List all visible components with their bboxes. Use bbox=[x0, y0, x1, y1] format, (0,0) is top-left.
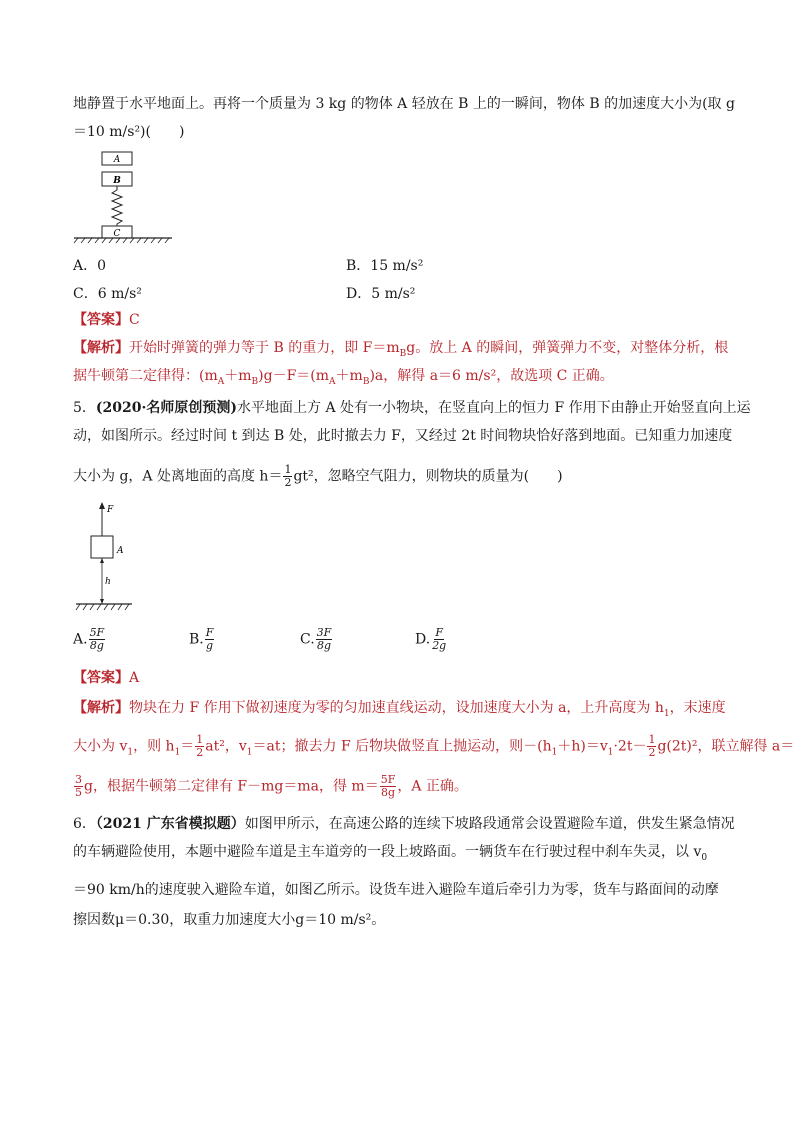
fraction-num: 3 bbox=[75, 773, 82, 786]
analysis-text: ＝at；撤去力 F 后物块做竖直上抛运动，则－(h bbox=[252, 738, 552, 755]
ground-hatch bbox=[76, 604, 129, 610]
stem-text: 水平地面上方 A 处有一小物块，在竖直向上的恒力 F 作用下由静止开始竖直向上运 bbox=[237, 400, 751, 416]
fraction bbox=[380, 774, 397, 799]
sub: 1 bbox=[246, 747, 253, 758]
option-label: D. bbox=[415, 631, 431, 648]
q6-stem-line2 bbox=[73, 842, 723, 862]
block-label: A bbox=[117, 546, 124, 556]
spring bbox=[112, 186, 122, 226]
analysis-text: 据牛顿第二定律得：(m bbox=[73, 368, 218, 384]
analysis-text: 开始时弹簧的弹力等于 B 的重力，即 F＝m bbox=[129, 340, 400, 356]
analysis-text: ，末速度 bbox=[669, 700, 726, 716]
answer-tag: 【答案】 bbox=[73, 312, 129, 328]
analysis-tag: 【解析】 bbox=[73, 700, 129, 716]
option-label: C． bbox=[73, 286, 98, 302]
fraction bbox=[195, 734, 204, 759]
question-source: (2020·名师原创预测) bbox=[95, 400, 238, 416]
fraction-num: 5F bbox=[89, 626, 105, 639]
option-fraction bbox=[205, 627, 215, 652]
block-b-label: B bbox=[113, 176, 121, 186]
analysis-text: ＝ bbox=[180, 738, 195, 755]
answer-tag: 【答案】 bbox=[73, 670, 129, 686]
sub: 1 bbox=[551, 747, 558, 758]
option-value: 15 m/s² bbox=[370, 258, 424, 274]
block bbox=[91, 536, 113, 558]
q5-stem-line3 bbox=[73, 464, 723, 489]
height-label: h bbox=[105, 577, 111, 587]
sub: A bbox=[329, 376, 336, 387]
option-value: 5 m/s² bbox=[371, 286, 416, 302]
q6-stem-line1 bbox=[73, 814, 735, 834]
fraction-num: 1 bbox=[284, 463, 292, 476]
fraction-num: 5F bbox=[380, 773, 396, 786]
fraction-den: 2 bbox=[648, 746, 656, 759]
fraction-den: 8g bbox=[381, 786, 396, 799]
height-arrow-top bbox=[100, 558, 104, 563]
question-number: 6． bbox=[73, 816, 96, 832]
q5-analysis-line2 bbox=[73, 733, 794, 759]
analysis-text: 物块在力 F 作用下做初速度为零的匀加速直线运动，设加速度大小为 a，上升高度为 h bbox=[129, 700, 664, 716]
analysis-text: )a，解得 a＝6 m/s²，故选项 C 正确。 bbox=[369, 368, 614, 384]
option-label: B． bbox=[346, 258, 371, 274]
q4-option-d bbox=[346, 284, 415, 304]
fraction bbox=[647, 734, 656, 759]
sub: A bbox=[217, 376, 225, 387]
q4-stem-line2: ＝10 m/s²)( ) bbox=[73, 124, 185, 140]
analysis-text: ＋m bbox=[335, 368, 363, 384]
q5-answer bbox=[73, 668, 723, 688]
q5-option-b bbox=[189, 627, 215, 652]
fraction-num: 3F bbox=[316, 626, 332, 639]
analysis-text: ，则 h bbox=[133, 738, 175, 755]
fraction-num: 1 bbox=[648, 733, 656, 746]
analysis-text: g。放上 A 的瞬间，弹簧弹力不变，对整体分析，根 bbox=[406, 340, 729, 356]
q4-analysis-line2 bbox=[73, 366, 723, 386]
analysis-text: g，根据牛顿第二定律有 F－mg＝ma，得 m＝ bbox=[84, 778, 379, 795]
q5-option-a bbox=[73, 627, 106, 652]
block-c-label: C bbox=[113, 229, 121, 239]
option-fraction bbox=[89, 627, 106, 652]
q5-analysis-line3 bbox=[73, 774, 723, 799]
q4-stem-line1: 地静置于水平地面上。再将一个质量为 3 kg 的物体 A 轻放在 B 上的一瞬间，物体 B 的加速度大小为(取 g bbox=[73, 96, 735, 112]
fraction-num: 1 bbox=[196, 733, 204, 746]
question-number: 5． bbox=[73, 400, 96, 416]
analysis-text: g(2t)²，联立解得 a＝ bbox=[657, 738, 794, 755]
fraction-den: g bbox=[206, 639, 214, 652]
fraction-num: F bbox=[435, 626, 444, 639]
sub: 1 bbox=[127, 747, 134, 758]
ground-hatch bbox=[74, 238, 169, 243]
option-fraction bbox=[316, 627, 333, 652]
answer-value: A bbox=[129, 670, 140, 686]
q4-spring-figure bbox=[72, 148, 182, 244]
fraction-den: 2 bbox=[284, 476, 292, 489]
analysis-text: ，A 正确。 bbox=[397, 778, 468, 795]
stem-text: gt²，忽略空气阻力，则物块的质量为( ) bbox=[293, 468, 563, 485]
analysis-text: ·2t－ bbox=[613, 738, 647, 755]
q4-option-a bbox=[73, 256, 106, 276]
height-arrow-bottom bbox=[100, 599, 104, 604]
q5-force-figure bbox=[72, 500, 152, 618]
stem-text: 如图甲所示，在高速公路的连续下坡路段通常会设置避险车道，供发生紧急情况 bbox=[244, 816, 735, 832]
stem-text: 大小为 g，A 处离地面的高度 h＝ bbox=[73, 468, 283, 485]
q4-option-c bbox=[73, 284, 142, 304]
option-value: 0 bbox=[97, 258, 107, 274]
analysis-text: 大小为 v bbox=[73, 738, 128, 755]
fraction-num: F bbox=[205, 626, 214, 639]
stem-text: 的车辆避险使用，本题中避险车道是主车道旁的一段上坡路面。一辆货车在行驶过程中刹车失灵，以 v bbox=[73, 844, 702, 860]
q5-analysis-line1 bbox=[73, 698, 726, 719]
q6-stem-line3: ＝90 km/h的速度驶入避险车道，如图乙所示。设货车进入避险车道后牵引力为零，货车与路面间的动摩 bbox=[73, 882, 719, 898]
analysis-tag: 【解析】 bbox=[73, 340, 129, 356]
option-label: D． bbox=[346, 286, 372, 302]
q5-option-c bbox=[300, 627, 333, 652]
option-fraction bbox=[431, 627, 447, 652]
sub: B bbox=[362, 376, 370, 387]
fraction-den: 2g bbox=[432, 639, 447, 652]
fraction bbox=[283, 464, 292, 489]
q5-stem-line2: 动，如图所示。经过时间 t 到达 B 处，此时撤去力 F，又经过 2t 时间物块恰好落到地面。已知重力加速度 bbox=[73, 428, 733, 444]
question-source: （2021 广东省模拟题） bbox=[95, 816, 245, 832]
answer-value: C bbox=[129, 312, 140, 328]
option-value: 6 m/s² bbox=[97, 286, 142, 302]
sub: 1 bbox=[663, 708, 670, 719]
analysis-text: ＋h)＝v bbox=[557, 738, 608, 755]
sub: 1 bbox=[174, 747, 181, 758]
sub: B bbox=[399, 348, 407, 359]
fraction-den: 2 bbox=[196, 746, 204, 759]
option-label: C. bbox=[300, 631, 315, 648]
sub: B bbox=[251, 376, 259, 387]
analysis-text: ＋m bbox=[224, 368, 252, 384]
option-label: B. bbox=[189, 631, 204, 648]
sub: 1 bbox=[607, 747, 614, 758]
analysis-text: at²，v bbox=[205, 738, 247, 755]
fraction-den: 5 bbox=[75, 786, 82, 799]
sub: 0 bbox=[701, 852, 708, 863]
q4-answer bbox=[73, 310, 723, 330]
block-a-label: A bbox=[113, 155, 121, 165]
option-label: A. bbox=[73, 631, 88, 648]
force-arrow-head bbox=[99, 502, 105, 509]
fraction bbox=[74, 774, 83, 799]
q5-stem-line1 bbox=[73, 398, 751, 418]
q5-option-d bbox=[415, 627, 448, 652]
fraction-den: 8g bbox=[89, 639, 104, 652]
q4-analysis-line1 bbox=[73, 338, 729, 359]
q6-stem-line4: 擦因数μ＝0.30，取重力加速度大小g＝10 m/s²。 bbox=[73, 912, 386, 928]
analysis-text: )g－F＝(m bbox=[258, 368, 330, 384]
q4-option-b bbox=[346, 256, 423, 276]
force-label: F bbox=[107, 505, 114, 515]
option-label: A． bbox=[73, 258, 98, 274]
fraction-den: 8g bbox=[316, 639, 332, 652]
